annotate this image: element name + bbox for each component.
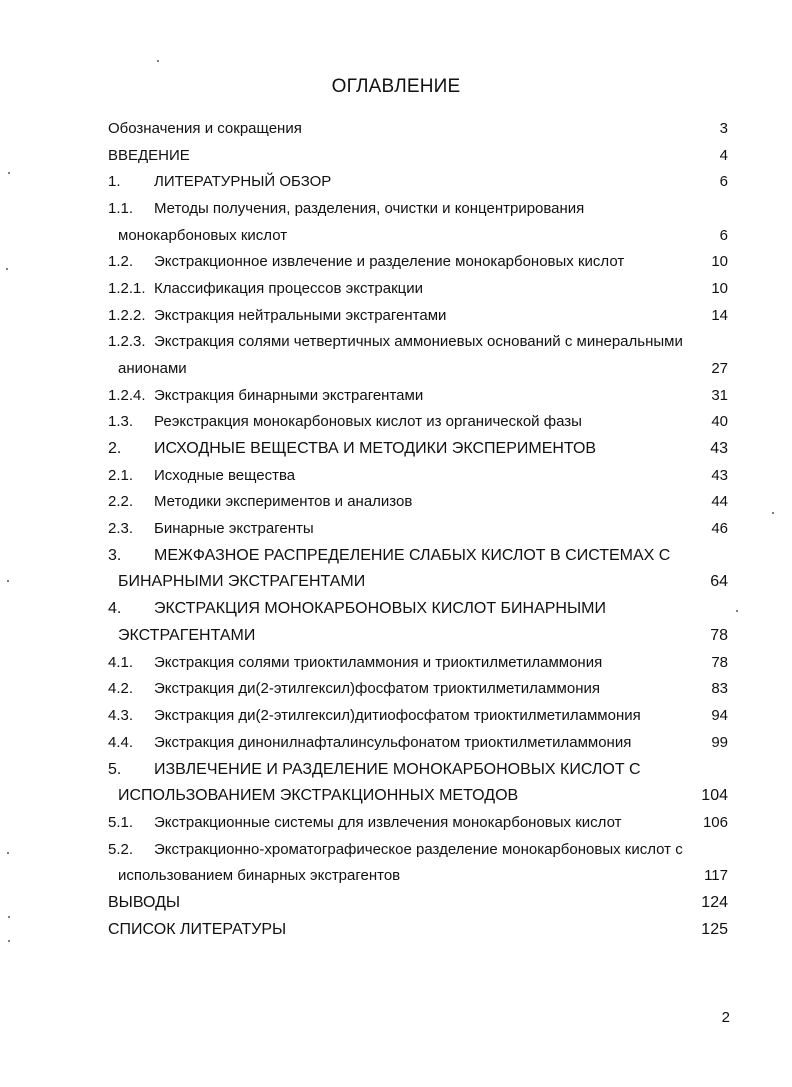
toc-entry-page: 44 (711, 493, 728, 510)
toc-entry-title: Методики экспериментов и анализов (154, 493, 413, 510)
toc-entry-title: МЕЖФАЗНОЕ РАСПРЕДЕЛЕНИЕ СЛАБЫХ КИСЛОТ В СИСТЕМАХ С (154, 547, 671, 564)
toc-entry-number: 5. (108, 761, 122, 778)
toc-entry (108, 144, 728, 168)
scan-speck (157, 60, 159, 62)
toc-entry (108, 277, 728, 301)
toc-entry-page: 43 (711, 467, 728, 484)
page-title: ОГЛАВЛЕНИЕ (331, 76, 461, 97)
toc-entry-number: 5.1. (108, 814, 134, 831)
toc-entry-page: 6 (719, 227, 728, 244)
toc-entry (108, 490, 728, 514)
toc-entry-number: 5.2. (108, 841, 134, 858)
toc-entry (108, 758, 728, 782)
toc-entry (108, 464, 728, 488)
toc-entry-page: 10 (711, 280, 728, 297)
toc-entry-page: 106 (702, 814, 728, 831)
toc-entry-number: 4.3. (108, 707, 134, 724)
toc-entry (108, 597, 728, 621)
toc-entry-page: 117 (704, 867, 728, 884)
toc-entry-page: 99 (711, 734, 728, 751)
toc-entry-page: 40 (711, 413, 728, 430)
toc-entry-title: Экстракционно-хроматографическое разделение монокарбоновых кислот с (154, 841, 683, 858)
toc-entry-title: Экстракционное извлечение и разделение монокарбоновых кислот (154, 253, 625, 270)
toc-entry-title: анионами (118, 360, 187, 377)
toc-entry (108, 304, 728, 328)
toc-entry-page: 124 (701, 894, 728, 911)
toc-entry-page: 4 (719, 147, 728, 164)
toc-entry (108, 811, 728, 835)
scan-speck (6, 268, 8, 270)
toc-entry-number: 4.4. (108, 734, 134, 751)
toc-entry-page: 83 (711, 680, 728, 697)
toc-entry-page: 6 (719, 173, 728, 190)
toc-entry-title: ИСПОЛЬЗОВАНИЕМ ЭКСТРАКЦИОННЫХ МЕТОДОВ (118, 787, 519, 804)
toc-entry-page: 94 (711, 707, 728, 724)
toc-entry-title: использованием бинарных экстрагентов (118, 867, 401, 884)
toc-entry-title: ИСХОДНЫЕ ВЕЩЕСТВА И МЕТОДИКИ ЭКСПЕРИМЕНТОВ (154, 440, 597, 457)
toc-entry-number: 1. (108, 173, 121, 190)
toc-entry-number: 4.2. (108, 680, 134, 697)
toc-entry-title: Экстракция ди(2-этилгексил)дитиофосфатом триоктилметиламмония (154, 707, 641, 724)
scan-speck (8, 916, 10, 918)
toc-entry-title: ЭКСТРАКЦИЯ МОНОКАРБОНОВЫХ КИСЛОТ БИНАРНЫМИ (154, 600, 606, 617)
toc-entry (108, 330, 728, 354)
toc-entry-continuation (118, 784, 728, 808)
scan-speck (7, 852, 9, 854)
scan-speck (8, 940, 10, 942)
toc-entry-page: 46 (711, 520, 728, 537)
toc-entry-page: 78 (711, 654, 728, 671)
toc-entry (108, 170, 728, 194)
toc-entry-title: Исходные вещества (154, 467, 296, 484)
toc-entry-title: Методы получения, разделения, очистки и концентрирования (154, 200, 585, 217)
toc-entry-continuation (118, 864, 728, 888)
toc-entry-title: Экстракция солями четвертичных аммониевых оснований с минеральными (154, 333, 683, 350)
toc-entry (108, 197, 728, 221)
toc-entry-number: 4.1. (108, 654, 134, 671)
toc-entry (108, 437, 728, 461)
toc-entry-number: 3. (108, 547, 122, 564)
toc-entry-title: ЭКСТРАГЕНТАМИ (118, 627, 256, 644)
toc-entry-number: 4. (108, 600, 122, 617)
toc-entry-title: Обозначения и сокращения (108, 120, 302, 137)
scan-speck (736, 610, 738, 612)
toc-entry-title: ВВЕДЕНИЕ (108, 147, 190, 164)
toc-entry-number: 2. (108, 440, 122, 457)
toc-entry-title: ВЫВОДЫ (108, 894, 181, 911)
toc-entry-number: 1.2.4. (108, 387, 146, 404)
toc-entry-number: 2.2. (108, 493, 134, 510)
toc-entry (108, 677, 728, 701)
toc-entry-title: БИНАРНЫМИ ЭКСТРАГЕНТАМИ (118, 573, 366, 590)
toc-entry-title: Экстракция нейтральными экстрагентами (154, 307, 447, 324)
toc-entry-number: 1.2.2. (108, 307, 146, 324)
toc-entry-page: 27 (711, 360, 728, 377)
toc-entry-title: Реэкстракция монокарбоновых кислот из органической фазы (154, 413, 582, 430)
toc-entry-number: 1.2.1. (108, 280, 146, 297)
scan-speck (7, 580, 9, 582)
toc-entry-page: 43 (710, 440, 728, 457)
toc-entry (108, 517, 728, 541)
toc-entry (108, 838, 728, 862)
toc-entry-page: 64 (710, 573, 728, 590)
toc-entry (108, 704, 728, 728)
toc-entry-number: 2.1. (108, 467, 134, 484)
toc-entry-number: 1.2.3. (108, 333, 146, 350)
toc-entry (108, 544, 728, 568)
toc-entry-page: 125 (701, 921, 728, 938)
toc-entry-continuation (118, 624, 728, 648)
toc-entry (108, 731, 728, 755)
toc-entry-continuation (118, 570, 728, 594)
toc-entry-title: Классификация процессов экстракции (154, 280, 423, 297)
scan-speck (8, 172, 10, 174)
toc-entry (108, 410, 728, 434)
toc-entry-page: 31 (711, 387, 728, 404)
toc-entry-number: 1.3. (108, 413, 134, 430)
toc-entry-number: 1.1. (108, 200, 134, 217)
toc-entry-page: 3 (719, 120, 728, 137)
toc-entry-title: монокарбоновых кислот (118, 227, 288, 244)
toc-entry-continuation (118, 357, 728, 381)
toc-entry (108, 384, 728, 408)
toc-entry (108, 117, 728, 141)
toc-entry-title: ИЗВЛЕЧЕНИЕ И РАЗДЕЛЕНИЕ МОНОКАРБОНОВЫХ КИСЛОТ С (154, 761, 641, 778)
toc-entry-number: 2.3. (108, 520, 134, 537)
toc-entry-page: 104 (701, 787, 728, 804)
toc-entry-title: ЛИТЕРАТУРНЫЙ ОБЗОР (154, 173, 332, 190)
toc-entry (108, 891, 728, 915)
toc-entry-title: Экстракция ди(2-этилгексил)фосфатом триоктилметиламмония (154, 680, 601, 697)
toc-entry-title: Бинарные экстрагенты (154, 520, 314, 537)
toc-entry-title: СПИСОК ЛИТЕРАТУРЫ (108, 921, 287, 938)
toc-entry-continuation (118, 224, 728, 248)
toc-entry-number: 1.2. (108, 253, 134, 270)
toc-entry-title: Экстракционные системы для извлечения монокарбоновых кислот (154, 814, 622, 831)
toc-entry (108, 651, 728, 675)
toc-entry-page: 14 (711, 307, 728, 324)
toc-entry (108, 918, 728, 942)
toc-entry-title: Экстракция солями триоктиламмония и триоктилметиламмония (154, 654, 603, 671)
toc-entry-page: 78 (710, 627, 728, 644)
toc-entry (108, 250, 728, 274)
toc-entry-page: 10 (711, 253, 728, 270)
page-number: 2 (721, 1009, 730, 1026)
toc-entry-title: Экстракция динонилнафталинсульфонатом триоктилметиламмония (154, 734, 632, 751)
scan-speck (772, 512, 774, 514)
toc-entry-title: Экстракция бинарными экстрагентами (154, 387, 424, 404)
